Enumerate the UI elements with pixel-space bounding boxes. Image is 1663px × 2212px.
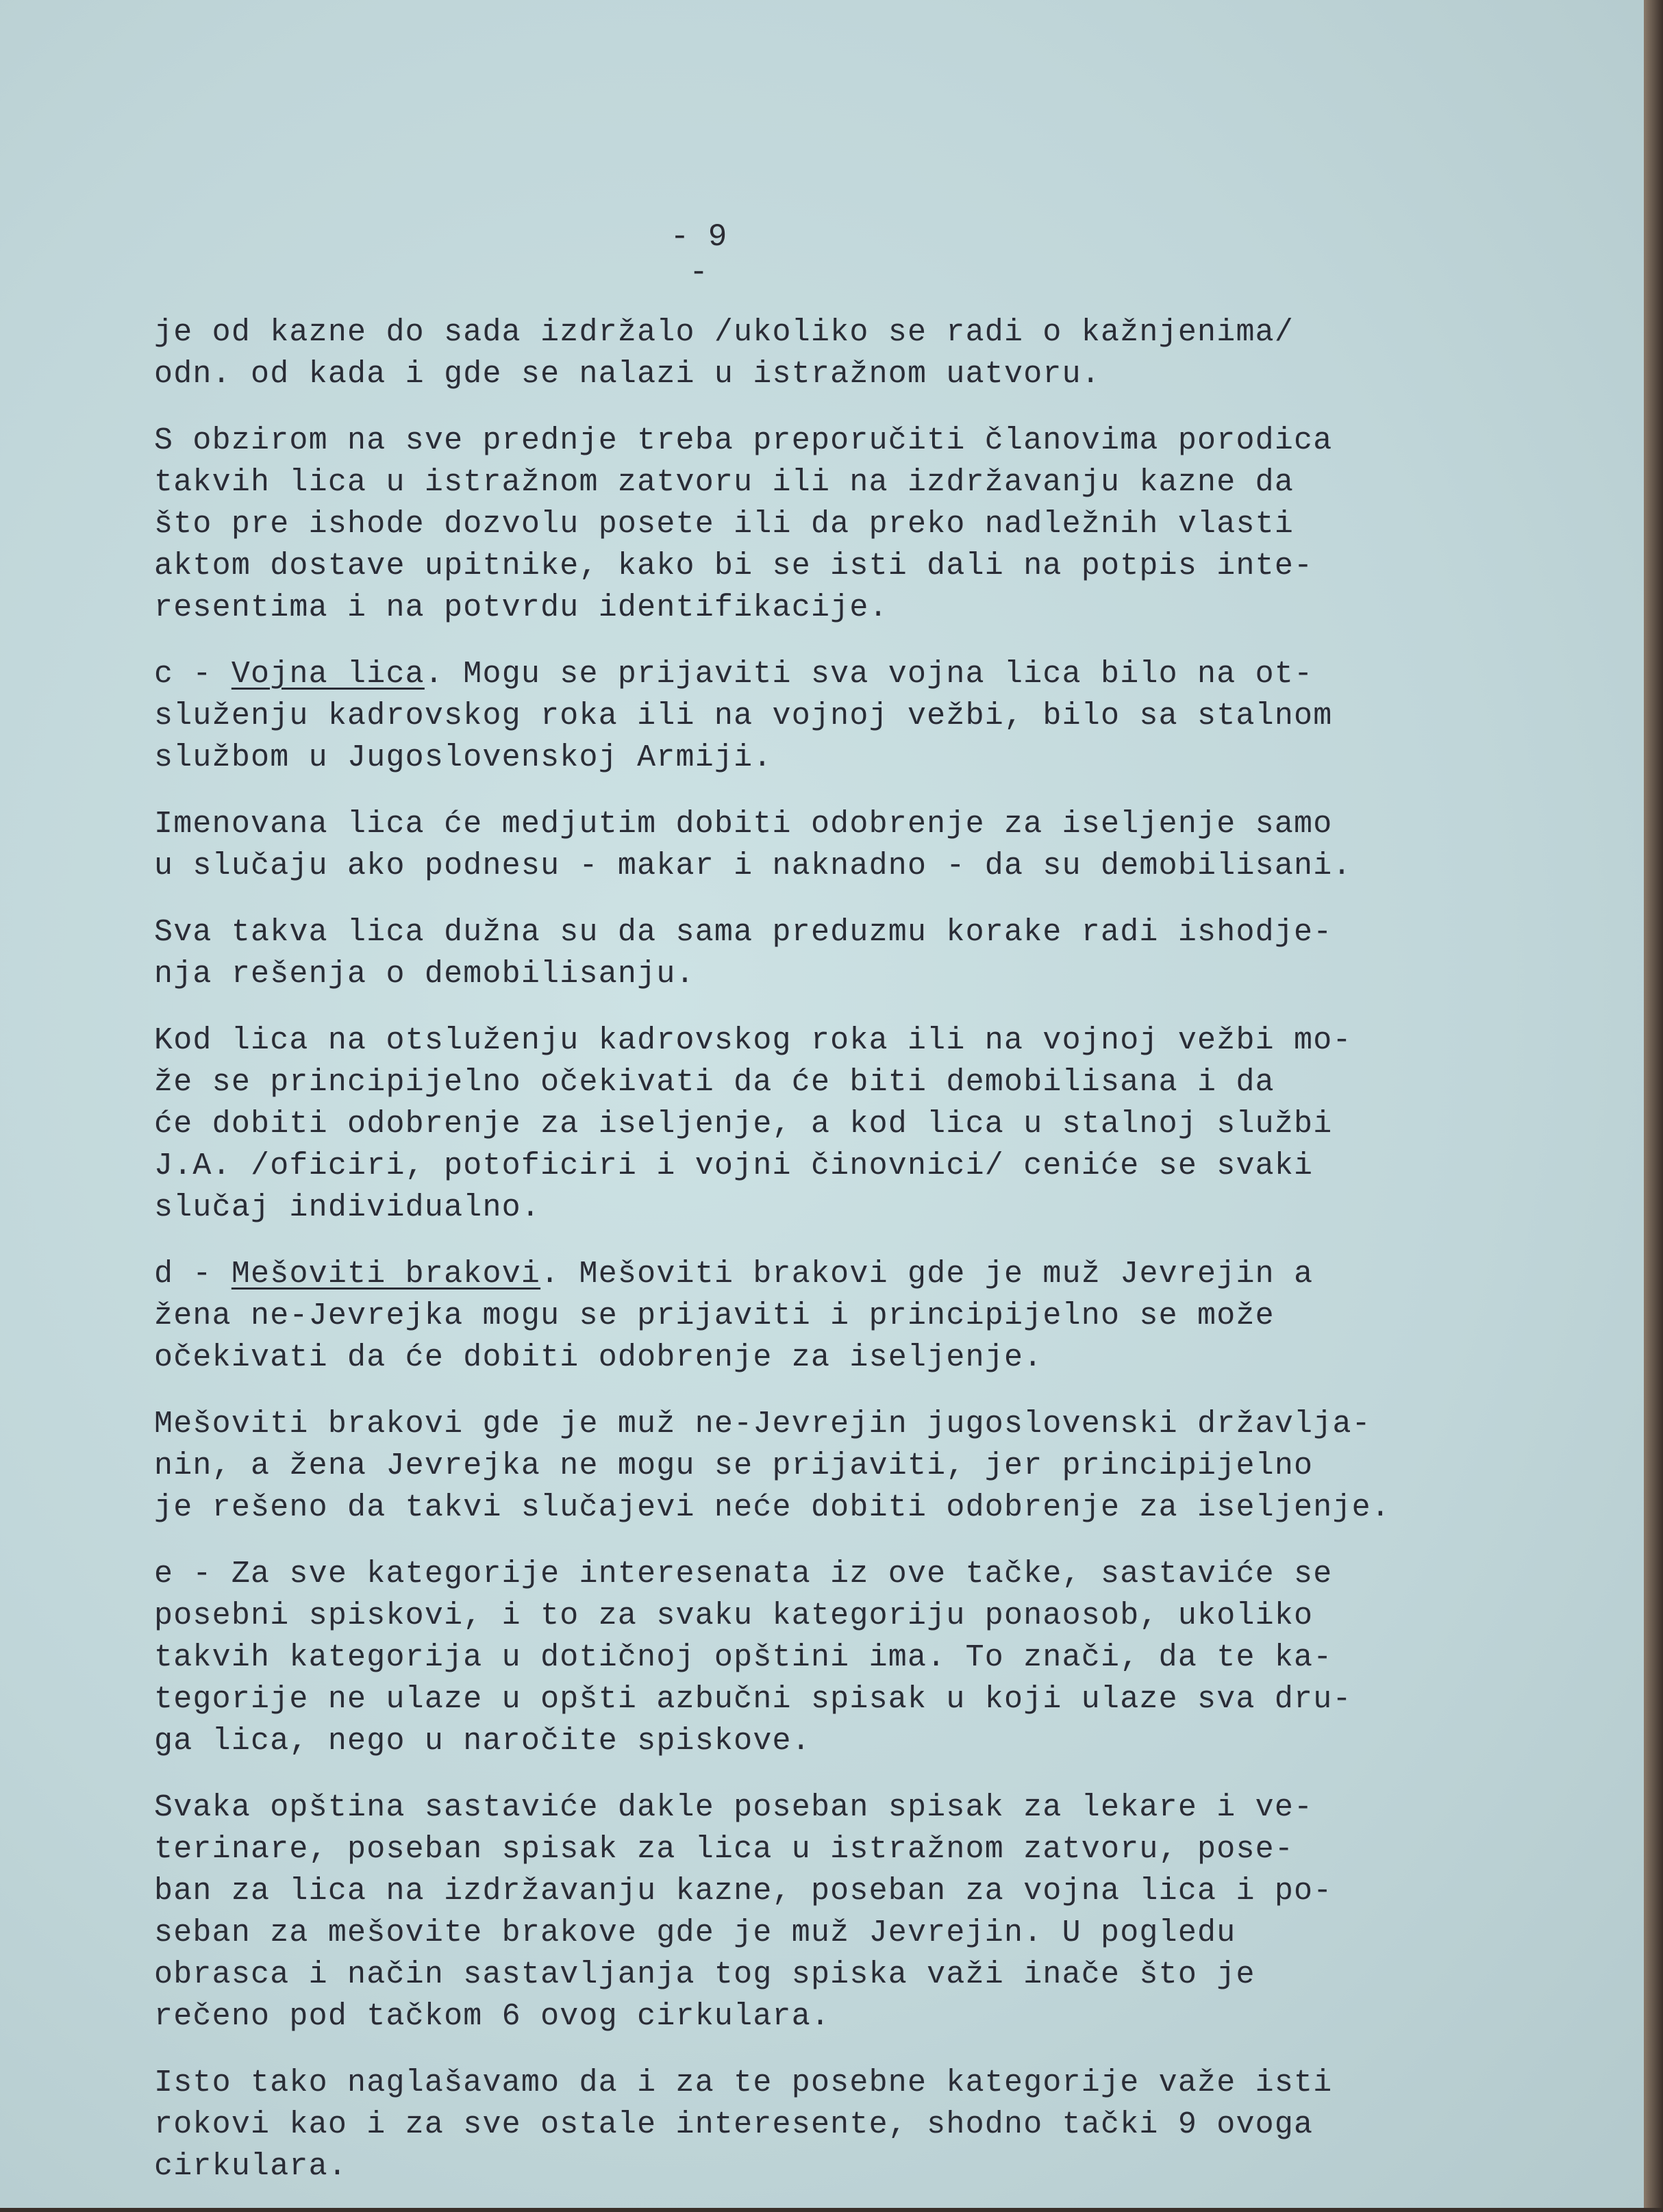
text-line [154, 737, 1455, 779]
text-line [154, 545, 1455, 587]
document-body [154, 312, 1455, 2212]
line-text: će dobiti odobrenje za iseljenje, a kod lica u stalnoj službi [154, 1107, 1333, 1142]
text-line [154, 1145, 1455, 1187]
section-letter: c - [154, 657, 232, 692]
paragraph [154, 420, 1455, 629]
text-line [154, 1061, 1455, 1103]
text-line [154, 803, 1455, 845]
text-line [154, 1487, 1455, 1529]
paragraph [154, 1787, 1455, 2037]
line-text: že se principijelno očekivati da će biti demobilisana i da [154, 1065, 1275, 1100]
line-text: očekivati da će dobiti odobrenje za iseljenje. [154, 1340, 1043, 1375]
line-text: nin, a žena Jevrejka ne mogu se prijaviti, jer principijelno [154, 1448, 1314, 1483]
text-line [154, 1445, 1455, 1487]
scan-edge-bottom [0, 2208, 1663, 2212]
text-line [154, 503, 1455, 545]
line-text: tegorije ne ulaze u opšti azbučni spisak u koji ulaze sva dru- [154, 1682, 1352, 1717]
text-line [154, 1828, 1455, 1870]
text-line [154, 353, 1455, 395]
line-text: službom u Jugoslovenskoj Armiji. [154, 740, 773, 775]
paragraph [154, 2062, 1455, 2187]
text-line [154, 953, 1455, 995]
scan-edge-right [1644, 0, 1663, 2212]
section-letter: d - [154, 1257, 232, 1292]
line-text: terinare, poseban spisak za lica u istražnom zatvoru, pose- [154, 1832, 1295, 1867]
line-text: obrasca i način sastavljanja tog spiska važi inače što je [154, 1957, 1255, 1992]
line-text: je od kazne do sada izdržalo /ukoliko se radi o kažnjenima/ [154, 315, 1295, 350]
paragraph [154, 803, 1455, 887]
paragraph [154, 912, 1455, 995]
line-text: rokovi kao i za sve ostale interesente, shodno tački 9 ovoga [154, 2107, 1314, 2142]
line-text: slučaj individualno. [154, 1190, 541, 1225]
paragraph [154, 1403, 1455, 1529]
line-text: u slučaju ako podnesu - makar i naknadno - da su demobilisani. [154, 849, 1352, 883]
text-line [154, 2062, 1455, 2104]
section-heading: Mešoviti brakovi [231, 1257, 541, 1292]
text-line [154, 1103, 1455, 1145]
text-line [154, 1253, 1455, 1295]
line-text: je rešeno da takvi slučajevi neće dobiti odobrenje za iseljenje. [154, 1490, 1391, 1525]
text-line [154, 1337, 1455, 1379]
text-line [154, 1187, 1455, 1229]
line-text: Mešoviti brakovi gde je muž ne-Jevrejin jugoslovenski državlja- [154, 1407, 1371, 1442]
text-line [154, 2146, 1455, 2187]
paragraph [154, 312, 1455, 395]
text-line [154, 1020, 1455, 1061]
text-line [154, 1912, 1455, 1954]
page-number: - 9 - [670, 219, 727, 290]
line-text: ga lica, nego u naročite spiskove. [154, 1724, 811, 1759]
text-line [154, 1996, 1455, 2037]
line-text: takvih kategorija u dotičnoj opštini ima. To znači, da te ka- [154, 1640, 1333, 1675]
text-line [154, 845, 1455, 887]
section-heading: Vojna lica [231, 657, 425, 692]
line-text: takvih lica u istražnom zatvoru ili na izdržavanju kazne da [154, 465, 1295, 500]
line-text: nja rešenja o demobilisanju. [154, 957, 695, 992]
text-line [154, 1787, 1455, 1828]
text-line [154, 2104, 1455, 2146]
line-text: rečeno pod tačkom 6 ovog cirkulara. [154, 1999, 831, 2034]
text-line [154, 420, 1455, 462]
text-line [154, 1954, 1455, 1996]
line-text: žena ne-Jevrejka mogu se prijaviti i principijelno se može [154, 1298, 1275, 1333]
line-text: J.A. /oficiri, potoficiri i vojni činovnici/ ceniće se svaki [154, 1148, 1314, 1183]
text-line [154, 653, 1455, 695]
paragraph [154, 1253, 1455, 1379]
line-text: Svaka opština sastaviće dakle poseban spisak za lekare i ve- [154, 1790, 1314, 1825]
text-line [154, 1720, 1455, 1762]
text-line [154, 1595, 1455, 1637]
paragraph [154, 1553, 1455, 1762]
line-text: S obzirom na sve prednje treba preporučiti članovima porodica [154, 423, 1333, 458]
line-text: . Mešoviti brakovi gde je muž Jevrejin a [540, 1257, 1314, 1292]
paragraph [154, 1020, 1455, 1229]
text-line [154, 912, 1455, 953]
line-text: Isto tako naglašavamo da i za te posebne kategorije važe isti [154, 2065, 1333, 2100]
text-line [154, 695, 1455, 737]
text-line [154, 1403, 1455, 1445]
text-line [154, 1553, 1455, 1595]
line-text: seban za mešovite brakove gde je muž Jevrejin. U pogledu [154, 1915, 1236, 1950]
line-text: Imenovana lica će medjutim dobiti odobrenje za iseljenje samo [154, 807, 1333, 842]
line-text: odn. od kada i gde se nalazi u istražnom uatvoru. [154, 357, 1101, 392]
line-text: Sva takva lica dužna su da sama preduzmu korake radi ishodje- [154, 915, 1333, 950]
line-text: što pre ishode dozvolu posete ili da preko nadležnih vlasti [154, 507, 1295, 542]
line-text: e - Za sve kategorije interesenata iz ove tačke, sastaviće se [154, 1557, 1333, 1592]
text-line [154, 587, 1455, 629]
text-line [154, 1637, 1455, 1679]
line-text: . Mogu se prijaviti sva vojna lica bilo na ot- [424, 657, 1314, 692]
paragraph [154, 653, 1455, 779]
line-text: ban za lica na izdržavanju kazne, poseban za vojna lica i po- [154, 1874, 1333, 1909]
line-text: aktom dostave upitnike, kako bi se isti dali na potpis inte- [154, 549, 1314, 583]
text-line [154, 462, 1455, 503]
text-line [154, 1870, 1455, 1912]
line-text: posebni spiskovi, i to za svaku kategoriju ponaosob, ukoliko [154, 1598, 1314, 1633]
line-text: cirkulara. [154, 2149, 348, 2184]
line-text: služenju kadrovskog roka ili na vojnoj vežbi, bilo sa stalnom [154, 699, 1333, 733]
text-line [154, 1295, 1455, 1337]
text-line [154, 312, 1455, 353]
line-text: resentima i na potvrdu identifikacije. [154, 590, 888, 625]
line-text: Kod lica na otsluženju kadrovskog roka ili na vojnoj vežbi mo- [154, 1023, 1352, 1058]
text-line [154, 1679, 1455, 1720]
